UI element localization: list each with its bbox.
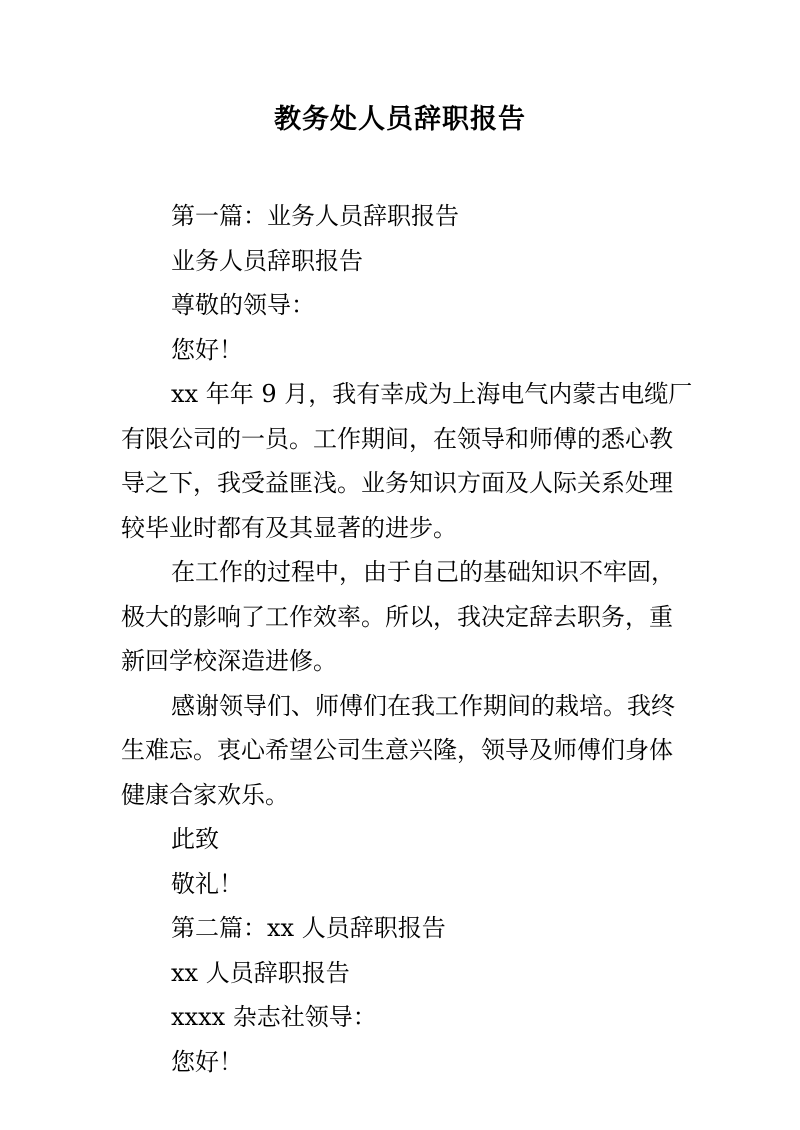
salutation: 尊敬的领导： xyxy=(171,291,315,319)
paragraph-line: 生难忘。衷心希望公司生意兴隆，领导及师傅们身体 xyxy=(121,736,673,764)
paragraph-line: 导之下，我受益匪浅。业务知识方面及人际关系处理 xyxy=(121,469,673,497)
section-subtitle: xx 人员辞职报告 xyxy=(171,958,350,987)
paragraph-line: 有限公司的一员。工作期间，在领导和师傅的悉心教 xyxy=(121,424,673,453)
paragraph-line: xx 年年 9 月，我有幸成为上海电气内蒙古电缆厂 xyxy=(171,380,693,408)
paragraph-line: 感谢领导们、师傅们在我工作期间的栽培。我终 xyxy=(171,691,675,720)
closing-regards: 敬礼！ xyxy=(171,869,243,898)
salutation: xxxx 杂志社领导： xyxy=(171,1003,377,1031)
greeting: 您好！ xyxy=(171,1047,243,1076)
paragraph-line: 极大的影响了工作效率。所以，我决定辞去职务，重 xyxy=(121,602,673,631)
paragraph-line: 在工作的过程中，由于自己的基础知识不牢固， xyxy=(171,558,675,586)
paragraph-line: 新回学校深造进修。 xyxy=(121,647,337,675)
greeting: 您好！ xyxy=(171,335,243,364)
document-body xyxy=(121,194,693,1084)
closing-line: 此致 xyxy=(171,825,219,853)
section-subtitle: 业务人员辞职报告 xyxy=(171,246,363,275)
section-heading: 第二篇：xx 人员辞职报告 xyxy=(171,914,446,942)
document-title: 教务处人员辞职报告 xyxy=(274,104,526,135)
section-heading: 第一篇：业务人员辞职报告 xyxy=(171,202,459,230)
paragraph-line: 健康合家欢乐。 xyxy=(121,780,289,809)
paragraph-line: 较毕业时都有及其显著的进步。 xyxy=(121,513,457,542)
